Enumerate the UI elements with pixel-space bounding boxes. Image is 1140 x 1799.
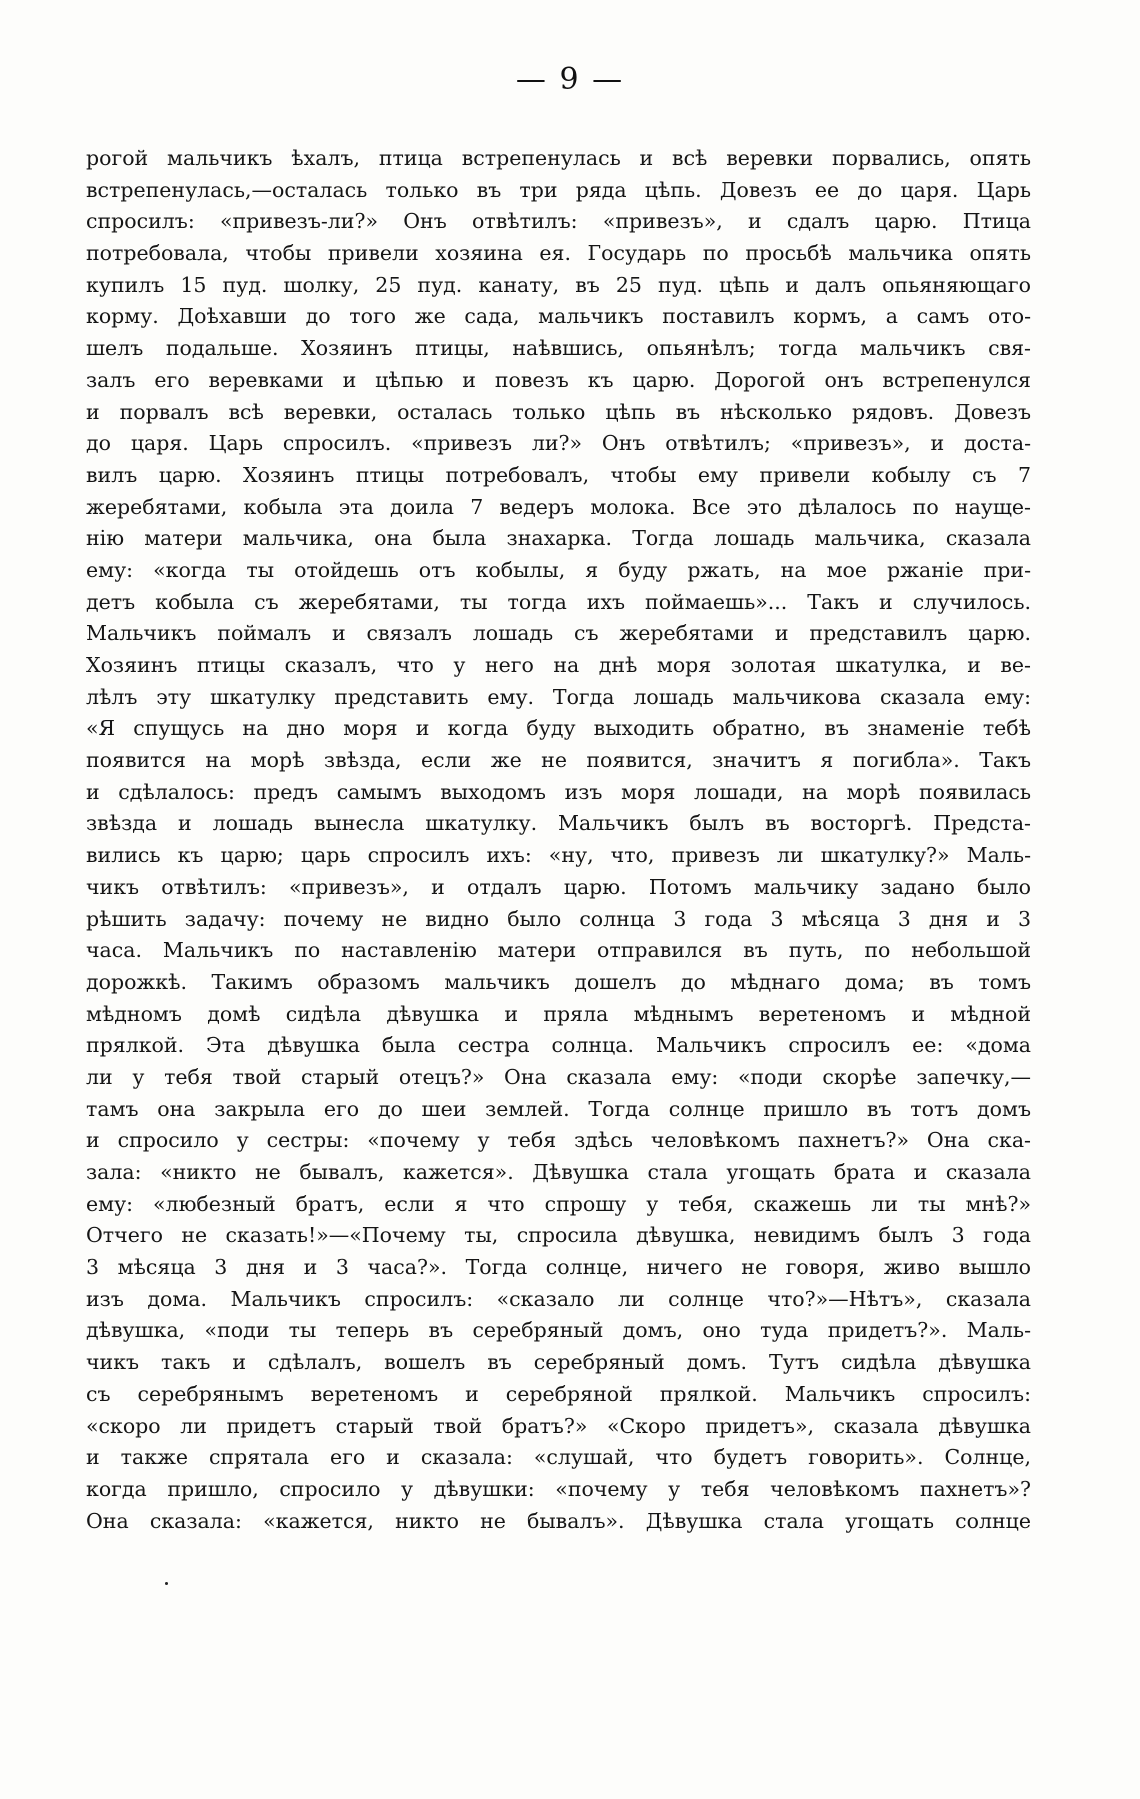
text-line: 3 мѣсяца 3 дня и 3 часа?». Тогда солнце, ничего не говоря, живо вышло xyxy=(86,1255,1031,1280)
text-line: потребовала, чтобы привели хозяина ея. Государь по просьбѣ мальчика опять xyxy=(86,241,1031,266)
text-line: и также спрятала его и сказала: «слушай, что будетъ говорить». Солнце, xyxy=(86,1445,1031,1470)
text-line: Она сказала: «кажется, никто не бывалъ». Дѣвушка стала угощать солнце xyxy=(86,1508,1031,1533)
text-line: съ серебрянымъ веретеномъ и серебряной прялкой. Мальчикъ спросилъ: xyxy=(86,1381,1031,1406)
ink-speck xyxy=(165,1582,168,1585)
text-line: нію матери мальчика, она была знахарка. Тогда лошадь мальчика, сказала xyxy=(86,526,1031,551)
text-line: зала: «никто не бывалъ, кажется». Дѣвушка стала угощать брата и сказала xyxy=(86,1160,1031,1184)
text-line: ли у тебя твой старый отецъ?» Она сказала ему: «поди скорѣе запечку,— xyxy=(86,1064,1031,1089)
text-line: часа. Мальчикъ по наставленію матери отправился въ путь, по небольшой xyxy=(86,938,1031,963)
text-line: купилъ 15 пуд. шолку, 25 пуд. канату, въ 25 пуд. цѣпь и далъ опьяняющаго xyxy=(86,272,1031,297)
page-number: — 9 — xyxy=(515,62,625,97)
text-line: вились къ царю; царь спросилъ ихъ: «ну, что, привезъ ли шкатулку?» Маль- xyxy=(86,843,1031,868)
text-line: рѣшить задачу: почему не видно было солнца 3 года 3 мѣсяца 3 дня и 3 xyxy=(86,906,1031,931)
text-line: детъ кобыла съ жеребятами, ты тогда ихъ поймаешь»... Такъ и случилось. xyxy=(86,589,1031,614)
text-line: «скоро ли придетъ старый твой братъ?» «Скоро придетъ», сказала дѣвушка xyxy=(86,1413,1031,1438)
text-line: вилъ царю. Хозяинъ птицы потребовалъ, чтобы ему привели кобылу съ 7 xyxy=(86,462,1031,487)
text-line: шелъ подальше. Хозяинъ птицы, наѣвшись, опьянѣлъ; тогда мальчикъ свя- xyxy=(86,336,1031,361)
text-line: Отчего не сказать!»—«Почему ты, спросила дѣвушка, невидимъ былъ 3 года xyxy=(86,1223,1031,1248)
text-line: до царя. Царь спросилъ. «привезъ ли?» Онъ отвѣтилъ; «привезъ», и доста- xyxy=(86,431,1031,456)
text-line: звѣзда и лошадь вынесла шкатулку. Мальчикъ былъ въ восторгѣ. Предста- xyxy=(86,811,1031,836)
text-line: мѣдномъ домѣ сидѣла дѣвушка и пряла мѣднымъ веретеномъ и мѣдной xyxy=(86,1001,1031,1026)
text-line: корму. Доѣхавши до того же сада, мальчикъ поставилъ кормъ, а самъ ото- xyxy=(86,304,1031,329)
text-line: чикъ такъ и сдѣлалъ, вошелъ въ серебряный домъ. Тутъ сидѣла дѣвушка xyxy=(86,1350,1031,1375)
text-line: и сдѣлалось: предъ самымъ выходомъ изъ моря лошади, на морѣ появилась xyxy=(86,779,1031,804)
text-line: ему: «когда ты отойдешь отъ кобылы, я буду ржать, на мое ржаніе при- xyxy=(86,557,1031,582)
text-line: спросилъ: «привезъ-ли?» Онъ отвѣтилъ: «привезъ», и сдалъ царю. Птица xyxy=(86,209,1031,234)
text-line: залъ его веревками и цѣпью и повезъ къ царю. Дорогой онъ встрепенулся xyxy=(86,367,1031,392)
text-line: Хозяинъ птицы сказалъ, что у него на днѣ моря золотая шкатулка, и ве- xyxy=(86,653,1031,677)
text-line: тамъ она закрыла его до шеи землей. Тогда солнце пришло въ тотъ домъ xyxy=(86,1096,1031,1121)
text-line: лѣлъ эту шкатулку представить ему. Тогда лошадь мальчикова сказала ему: xyxy=(86,684,1031,709)
text-line: дѣвушка, «поди ты теперь въ серебряный домъ, оно туда придетъ?». Маль- xyxy=(86,1318,1031,1343)
text-line: «Я спущусь на дно моря и когда буду выходить обратно, въ знаменіе тебѣ xyxy=(86,716,1031,741)
text-line: прялкой. Эта дѣвушка была сестра солнца. Мальчикъ спросилъ ее: «дома xyxy=(86,1033,1031,1058)
text-line: встрепенулась,—осталась только въ три ряда цѣпь. Довезъ ее до царя. Царь xyxy=(86,177,1031,202)
text-line: жеребятами, кобыла эта доила 7 ведеръ молока. Все это дѣлалось по наущe- xyxy=(86,494,1031,519)
text-line: появится на морѣ звѣзда, если же не появится, значитъ я погибла». Такъ xyxy=(86,748,1031,773)
text-line: когда пришло, спросило у дѣвушки: «почему у тебя человѣкомъ пахнетъ»? xyxy=(86,1476,1031,1501)
text-line: ему: «любезный братъ, если я что спрошу у тебя, скажешь ли ты мнѣ?» xyxy=(86,1191,1031,1216)
text-line: и спросило у сестры: «почему у тебя здѣсь человѣкомъ пахнетъ?» Она ска- xyxy=(86,1128,1031,1153)
text-line: изъ дома. Мальчикъ спросилъ: «сказало ли солнце что?»—Нѣтъ», сказала xyxy=(86,1286,1031,1311)
text-line: Мальчикъ поймалъ и связалъ лошадь съ жеребятами и представилъ царю. xyxy=(86,621,1031,646)
text-line: дорожкѣ. Такимъ образомъ мальчикъ дошелъ до мѣднаго дома; въ томъ xyxy=(86,969,1031,994)
text-line: и порвалъ всѣ веревки, осталась только цѣпь въ нѣсколько рядовъ. Довезъ xyxy=(86,399,1031,424)
text-line: рогой мальчикъ ѣхалъ, птица встрепенулась и всѣ веревки порвались, опять xyxy=(86,146,1031,170)
body-text xyxy=(86,143,1031,1537)
text-line: чикъ отвѣтилъ: «привезъ», и отдалъ царю. Потомъ мальчику задано было xyxy=(86,874,1031,899)
